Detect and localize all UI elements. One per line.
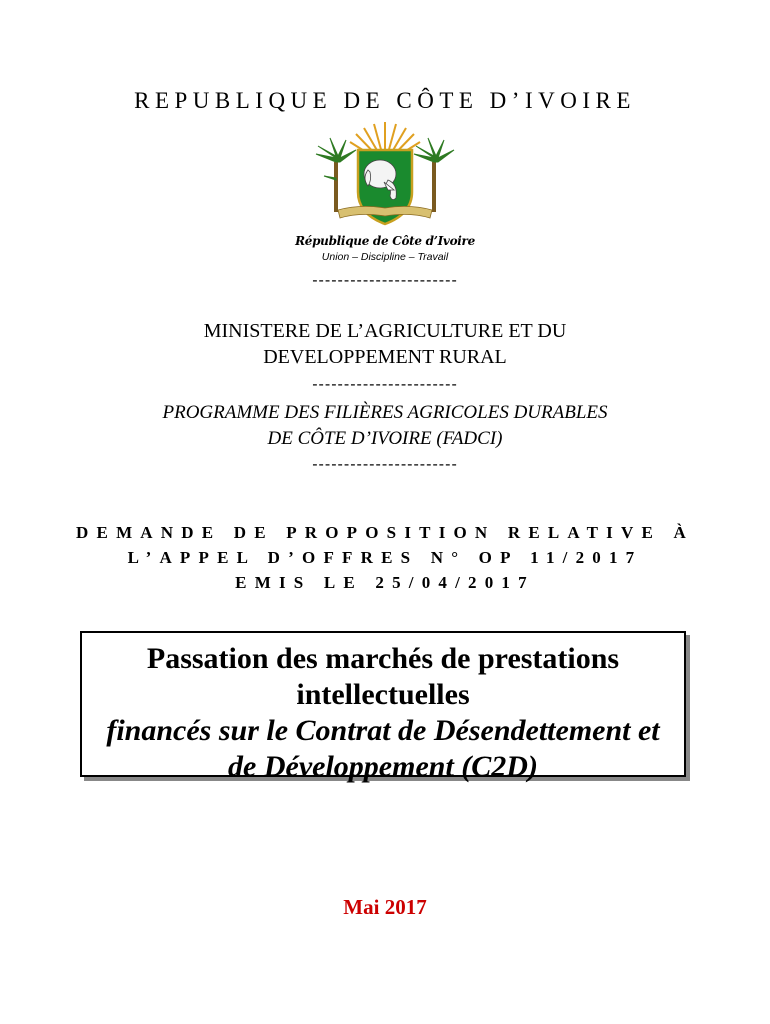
request-heading bbox=[0, 520, 770, 595]
programme-name bbox=[0, 400, 770, 452]
title-line-2: intellectuelles bbox=[296, 678, 470, 711]
title-line-1: Passation des marchés de prestations bbox=[146, 642, 620, 675]
request-line-3: EMIS LE 25/04/2017 bbox=[235, 573, 535, 592]
title-line-4: de Développement (C2D) bbox=[228, 750, 538, 783]
document-date: Mai 2017 bbox=[343, 895, 427, 919]
country-title: REPUBLIQUE DE CÔTE D’IVOIRE bbox=[134, 88, 636, 113]
coat-of-arms-icon bbox=[310, 120, 460, 232]
separator-2: ----------------------- bbox=[312, 376, 458, 393]
request-line-1: DEMANDE DE PROPOSITION RELATIVE À bbox=[76, 523, 694, 542]
ministry-line-1: MINISTERE DE L’AGRICULTURE ET DU bbox=[203, 320, 567, 342]
national-motto: Union – Discipline – Travail bbox=[321, 251, 449, 263]
ministry-name bbox=[0, 318, 770, 370]
left-palm-tree bbox=[316, 138, 356, 212]
programme-line-2: DE CÔTE D’IVOIRE (FADCI) bbox=[267, 428, 503, 449]
title-line-3: financés sur le Contrat de Désendettement et bbox=[106, 714, 660, 747]
right-palm-tree bbox=[414, 138, 454, 212]
separator-3: ----------------------- bbox=[312, 456, 458, 473]
emblem-caption: République de Côte d’Ivoire bbox=[295, 234, 475, 248]
ribbon bbox=[338, 206, 432, 218]
ministry-line-2: DEVELOPPEMENT RURAL bbox=[263, 346, 507, 368]
document-title-box bbox=[80, 631, 686, 783]
programme-line-1: PROGRAMME DES FILIÈRES AGRICOLES DURABLES bbox=[162, 402, 608, 423]
separator-1: ----------------------- bbox=[312, 272, 458, 289]
request-line-2: L’APPEL D’OFFRES N° OP 11/2017 bbox=[127, 548, 643, 567]
